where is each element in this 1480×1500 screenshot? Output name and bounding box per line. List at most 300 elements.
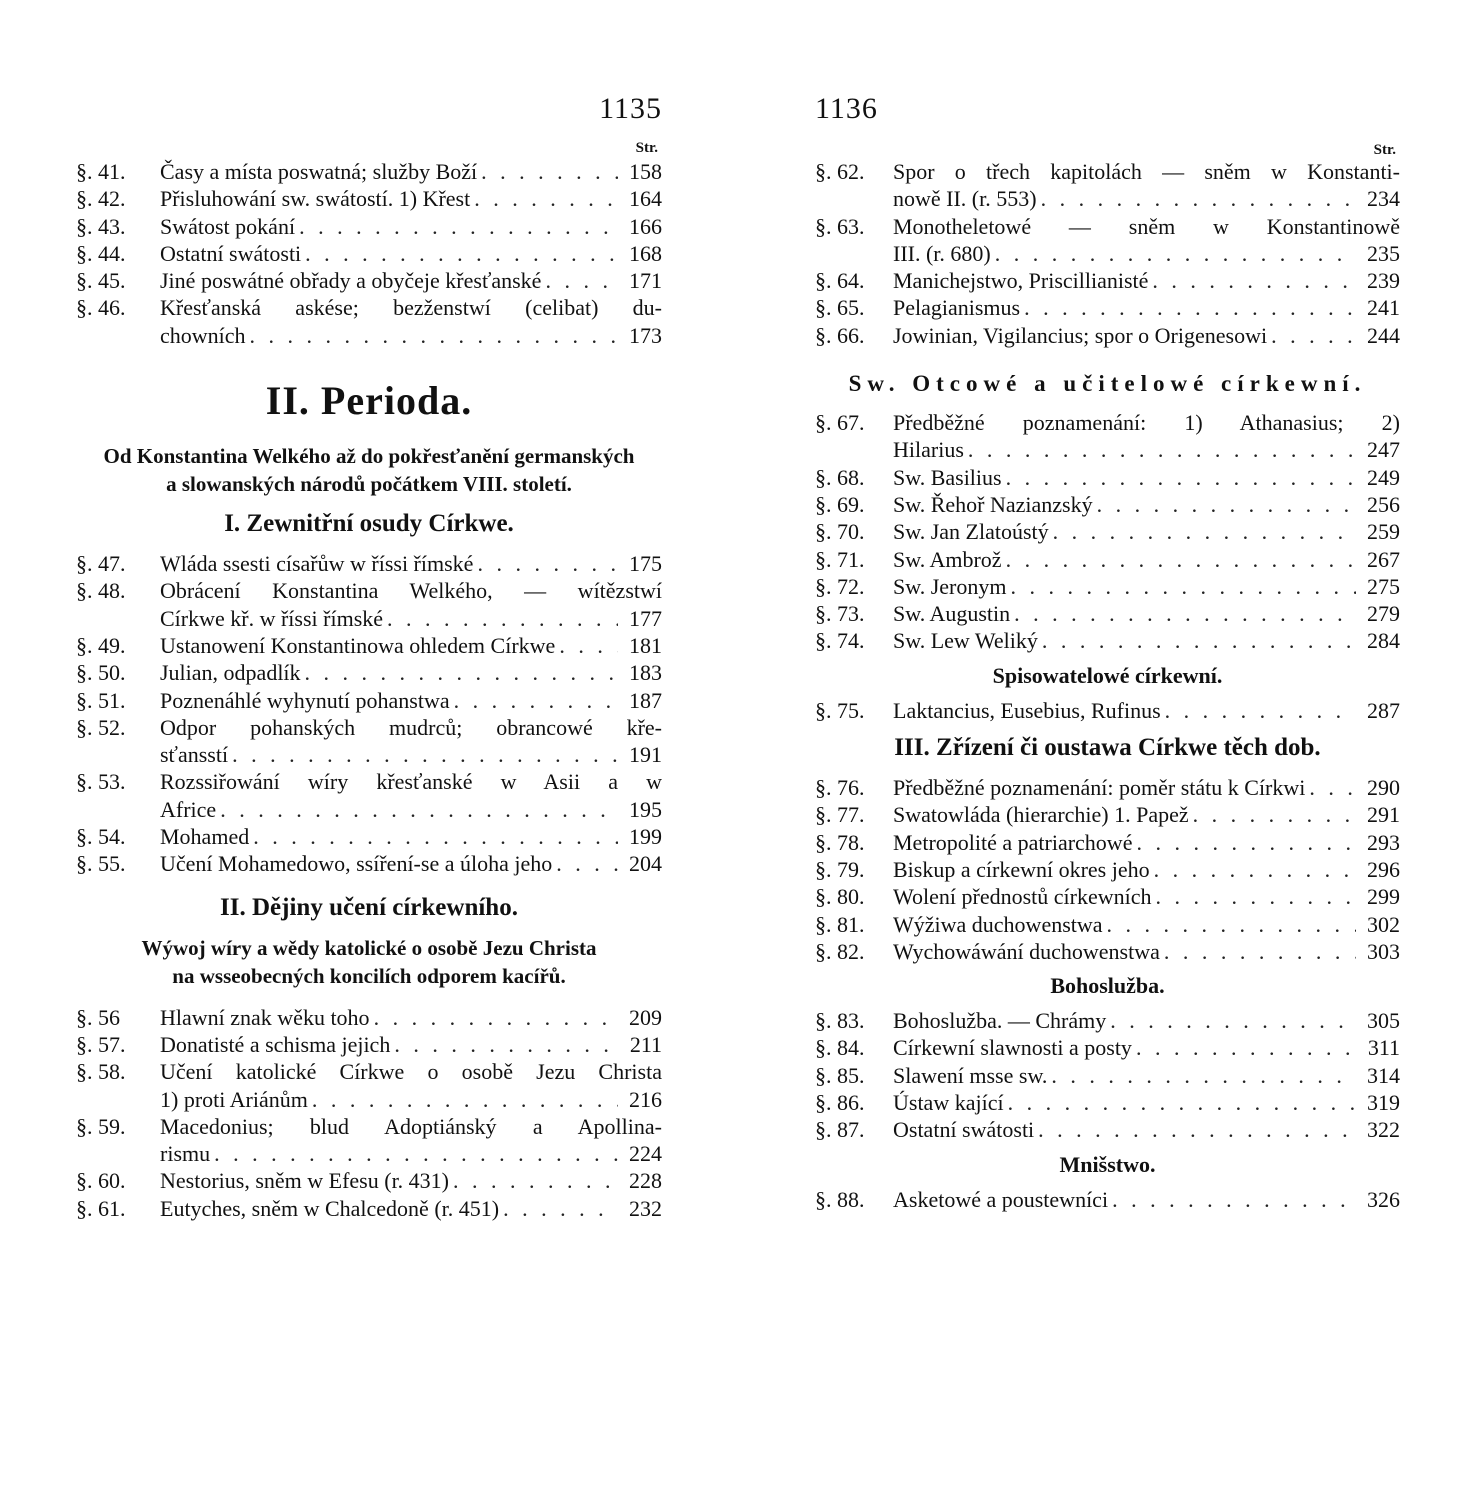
toc-entry [815,213,1400,268]
subtitle-line: a slowanských národů počátkem VIII. století. [166,472,572,497]
entry-line [893,627,1400,654]
toc-list [815,409,1400,655]
toc-entry [815,801,1400,828]
entry-line [160,1195,662,1222]
entry-text [160,240,662,267]
period-title: II. Perioda. [265,378,473,424]
entry-title: Jowinian, Vigilancius; spor o Origenesowi [893,322,1268,348]
page-reference: 173 [629,322,662,348]
section-number: §. 59. [76,1113,126,1139]
page-reference: 256 [1367,491,1400,517]
leader-dots [1037,185,1356,212]
toc-entry [815,600,1400,627]
page-reference: 287 [1367,697,1400,723]
entry-text [160,714,662,769]
leader-dots [1150,856,1356,883]
section-number: §. 43. [76,213,126,239]
toc-entry [815,774,1400,801]
section-number: §. 44. [76,240,126,266]
leader-dots [295,213,618,240]
section-number: §. 45. [76,268,126,294]
leader-dots [1267,322,1356,349]
entry-text [160,185,662,212]
leader-dots [555,632,618,659]
entry-title: Církwe kř. w říssi římské [160,605,384,631]
section-number: §. 50. [76,660,126,686]
page-reference: 299 [1367,884,1400,910]
section-number: §. 46. [76,295,126,321]
toc-entry [76,1195,662,1222]
entry-title: Julian, odpadlík [160,660,301,686]
entry-line [160,768,662,795]
entry-text [160,1031,662,1058]
entry-line [160,741,662,768]
entry-title: sťansstí [160,742,229,768]
entry-title: Mohamed [160,824,250,850]
page-reference: 322 [1367,1117,1400,1143]
leader-dots [301,240,618,267]
entry-line [893,518,1400,545]
toc-entry [815,911,1400,938]
toc-entry [76,1167,662,1194]
entry-text [893,801,1400,828]
entry-title: Metropolité a patriarchowé [893,829,1133,855]
toc-content [76,158,662,1222]
page-column-label: Str. [1373,142,1396,158]
toc-entry [76,1004,662,1031]
entry-text [160,1113,662,1168]
entry-text [893,158,1400,213]
entry-title: Obrácení Konstantina Welkého, — wítězstwí [160,578,662,604]
section-number: §. 69. [815,491,865,517]
toc-entry [76,294,662,349]
entry-text [893,464,1400,491]
page-reference: 249 [1367,464,1400,490]
leader-dots [246,322,618,349]
page-reference: 296 [1367,856,1400,882]
entry-line [893,774,1400,801]
toc-list [815,158,1400,349]
entry-line [893,1034,1400,1061]
toc-entry [76,768,662,823]
section-number: §. 86. [815,1090,865,1116]
toc-entry [76,687,662,714]
page-reference: 319 [1367,1090,1400,1116]
entry-title: Sw. Jeronym [893,573,1007,599]
section-number: §. 84. [815,1035,865,1061]
entry-line [893,1186,1400,1213]
page-reference: 158 [629,159,662,184]
entry-text [893,1007,1400,1034]
entry-text [893,213,1400,268]
entry-title: III. (r. 680) [893,240,991,266]
section-number: §. 82. [815,938,865,964]
entry-line [160,577,662,604]
page-reference: 216 [629,1086,662,1112]
leader-dots [390,1031,618,1058]
entry-title: Biskup a církewní okres jeho [893,856,1150,882]
period-subtitle [76,442,662,498]
section-number: §. 55. [76,851,126,877]
toc-list [76,550,662,878]
leader-dots [470,185,618,212]
toc-content [815,158,1400,1213]
entry-text [160,1058,662,1113]
toc-entry [815,322,1400,349]
entry-line [893,267,1400,294]
leader-dots [1189,801,1356,828]
leader-dots [1152,883,1357,910]
page-reference: 183 [629,660,662,686]
leader-dots [964,436,1356,463]
section-title: II. Dějiny učení církewního. [220,893,518,921]
toc-list [815,697,1400,724]
entry-title: Ustanowení Konstantinowa ohledem Církwe [160,632,556,658]
page-reference: 164 [629,186,662,212]
page-reference: 314 [1367,1062,1400,1088]
page-number: 1135 [599,92,662,125]
entry-title: Manichejstwo, Priscillianisté [893,268,1149,294]
leader-dots [216,796,618,823]
entry-line [160,240,662,267]
entry-line [160,687,662,714]
entry-text [893,409,1400,464]
toc-entry [76,158,662,185]
page-reference: 239 [1367,268,1400,294]
page-reference: 204 [629,851,662,877]
entry-title: Učení Mohamedowo, ssíření-se a úloha jeho [160,851,553,877]
entry-line [160,659,662,686]
page-reference: 311 [1367,1035,1400,1061]
page-reference: 241 [1367,295,1400,321]
toc-entry [76,577,662,632]
toc-entry [815,491,1400,518]
toc-entry [815,938,1400,965]
leader-dots [450,687,618,714]
section-number: §. 41. [76,159,126,184]
section-number: §. 48. [76,578,126,604]
entry-title: Sw. Jan Zlatoústý [893,519,1049,545]
section-number: §. 88. [815,1186,865,1212]
entry-line [893,464,1400,491]
entry-line [893,436,1400,463]
entry-text [160,213,662,240]
page-reference: 275 [1367,573,1400,599]
toc-entry [815,627,1400,654]
toc-entry [815,573,1400,600]
page-reference: 291 [1367,802,1400,828]
section-number: §. 76. [815,775,865,801]
entry-text [160,632,662,659]
section-number: §. 78. [815,829,865,855]
leader-dots [473,550,618,577]
page-reference: 181 [629,632,662,658]
section-number: §. 71. [815,546,865,572]
entry-line [893,1116,1400,1143]
entry-title: 1) proti Ariánům [160,1086,308,1112]
entry-line [893,1062,1400,1089]
entry-text [160,550,662,577]
section-title: Mnišstwo. [1059,1151,1156,1177]
entry-text [893,573,1400,600]
leader-dots [991,240,1356,267]
entry-title: Pelagianismus [893,295,1021,321]
toc-entry [76,1113,662,1168]
page-reference: 199 [629,824,662,850]
section-number: §. 73. [815,601,865,627]
entry-title: Hlawní znak wěku toho [160,1004,370,1030]
section-number: §. 61. [76,1195,126,1221]
entry-title: Sw. Řehoř Nazianzský [893,491,1093,517]
entry-title: Wolení přednostů církewních [893,884,1152,910]
toc-entry [76,550,662,577]
entry-line [160,1167,662,1194]
leader-dots [1148,267,1356,294]
leader-dots [308,1086,618,1113]
toc-entry [815,267,1400,294]
subtitle-line: Wýwoj wíry a wědy katolické o osobě Jezu Christa [141,935,597,960]
leader-dots [1020,294,1356,321]
section-number: §. 47. [76,551,126,577]
entry-text [893,697,1400,724]
entry-line [893,573,1400,600]
entry-line [893,600,1400,627]
leader-dots [1132,829,1356,856]
leader-dots [1038,627,1356,654]
entry-text [160,1004,662,1031]
toc-entry [815,1089,1400,1116]
page-reference: 171 [629,268,662,294]
leader-dots [1047,1062,1356,1089]
entry-text [160,659,662,686]
entry-line [160,213,662,240]
toc-entry [815,294,1400,321]
section-number: §. 80. [815,884,865,910]
page-reference: 290 [1367,775,1400,801]
entry-title: Sw. Basilius [893,464,1002,490]
entry-line [160,322,662,349]
section-title: III. Zřízení či oustawa Církwe těch dob. [894,734,1321,762]
section-number: §. 67. [815,410,865,436]
toc-entry [76,659,662,686]
entry-title: nowě II. (r. 553) [893,186,1037,212]
toc-entry [815,546,1400,573]
leader-dots [210,1140,618,1167]
entry-title: Sw. Lew Weliký [893,628,1038,654]
leader-dots [1034,1116,1356,1143]
page-reference: 232 [629,1195,662,1221]
toc-entry [76,1058,662,1113]
toc-entry [815,829,1400,856]
entry-line [160,185,662,212]
leader-dots [1305,774,1356,801]
entry-line [160,1113,662,1140]
section-number: §. 87. [815,1117,865,1143]
toc-entry [815,1062,1400,1089]
entry-line [160,632,662,659]
page-reference: 187 [629,687,662,713]
entry-text [160,1167,662,1194]
entry-title: Rozssiřowání wíry křesťanské w Asii a w [160,769,662,795]
entry-text [160,158,662,185]
leader-dots [370,1004,618,1031]
entry-title: Hilarius [893,437,964,463]
leader-dots [449,1167,618,1194]
entry-text [160,1195,662,1222]
section-number: §. 42. [76,186,126,212]
entry-line [160,1004,662,1031]
leader-dots [1108,1186,1356,1213]
leader-dots [477,158,618,185]
page-reference: 224 [629,1141,662,1167]
leader-dots [1010,600,1356,627]
leader-dots [552,850,618,877]
section-number: §. 65. [815,295,865,321]
entry-line [893,322,1400,349]
toc-entry [76,632,662,659]
entry-line [893,883,1400,910]
page-reference: 305 [1367,1008,1400,1034]
section-number: §. 72. [815,573,865,599]
page-reference: 326 [1367,1186,1400,1212]
page-column-label: Str. [635,140,658,156]
entry-title: Sw. Augustin [893,601,1011,627]
toc-list [815,1186,1400,1213]
leader-dots [541,267,618,294]
section-number: §. 51. [76,687,126,713]
entry-title: Ústaw kající [893,1090,1004,1116]
entry-line [893,491,1400,518]
page-reference: 175 [629,551,662,577]
page-reference: 259 [1367,519,1400,545]
leader-dots [301,659,618,686]
section-number: §. 83. [815,1008,865,1034]
entry-text [893,600,1400,627]
entry-text [160,768,662,823]
section-number: §. 54. [76,824,126,850]
entry-line [160,158,662,185]
page-reference: 195 [629,796,662,822]
entry-line [160,550,662,577]
toc-entry [815,158,1400,213]
entry-line [160,796,662,823]
entry-title: Křesťanská askése; bezženstwí (celibat) du- [160,295,662,321]
page-reference: 191 [629,742,662,768]
page-reference: 235 [1367,240,1400,266]
entry-title: Eutyches, sněm w Chalcedoně (r. 451) [160,1195,500,1221]
section-number: §. 63. [815,213,865,239]
leader-dots [1004,1089,1356,1116]
leader-dots [383,605,618,632]
section-number: §. 85. [815,1062,865,1088]
entry-title: Předběžné poznamenání: poměr státu k Církwi [893,775,1306,801]
entry-line [160,1140,662,1167]
page-reference: 284 [1367,628,1400,654]
toc-entry [815,697,1400,724]
entry-text [893,1186,1400,1213]
entry-title: Wychowáwání duchowenstwa [893,938,1160,964]
entry-text [160,687,662,714]
entry-text [893,829,1400,856]
entry-title: Monotheletowé — sněm w Konstantinowě [893,213,1400,239]
entry-title: rismu [160,1141,211,1167]
toc-entry [76,823,662,850]
leader-dots [499,1195,618,1222]
leader-dots [249,823,618,850]
leader-dots [1002,546,1356,573]
entry-line [160,1058,662,1085]
entry-line [160,267,662,294]
entry-text [893,774,1400,801]
section-title: Spisowatelowé církewní. [992,662,1223,688]
toc-entry [815,518,1400,545]
entry-title: Předběžné poznamenání: 1) Athanasius; 2) [893,410,1400,436]
section-number: §. 70. [815,519,865,545]
section-number: §. 75. [815,697,865,723]
section-title: Sw. Otcowé a učitelowé církewní. [848,371,1367,397]
page-reference: 302 [1367,911,1400,937]
page-reference: 177 [629,605,662,631]
entry-text [893,856,1400,883]
entry-text [893,911,1400,938]
entry-title: Asketowé a poustewníci [893,1186,1109,1212]
section-number: §. 52. [76,714,126,740]
toc-list [815,774,1400,965]
entry-title: Macedonius; blud Adoptiánský a Apollina- [160,1113,662,1139]
entry-text [893,1062,1400,1089]
entry-line [893,185,1400,212]
section-number: §. 62. [815,159,865,184]
page-reference: 267 [1367,546,1400,572]
entry-title: Spor o třech kapitolách — sněm w Konstanti- [893,159,1400,184]
toc-entry [815,464,1400,491]
section-title: Bohoslužba. [1050,973,1165,999]
entry-line [893,697,1400,724]
toc-entry [815,409,1400,464]
entry-line [160,294,662,321]
page-reference: 234 [1367,186,1400,212]
section-number: §. 64. [815,268,865,294]
page-reference: 279 [1367,601,1400,627]
entry-title: Církewní slawnosti a posty [893,1035,1132,1061]
section-number: §. 77. [815,802,865,828]
entry-line [893,856,1400,883]
entry-line [160,1031,662,1058]
section-number: §. 53. [76,769,126,795]
entry-text [160,577,662,632]
entry-title: Ostatní swátosti [160,240,302,266]
section-number: §. 81. [815,911,865,937]
page-reference: 166 [629,213,662,239]
entry-text [893,883,1400,910]
page-reference: 228 [629,1168,662,1194]
toc-entry [815,883,1400,910]
entry-text [160,850,662,877]
entry-text [160,267,662,294]
section-number: §. 74. [815,628,865,654]
leader-dots [1093,491,1356,518]
toc-entry [76,213,662,240]
entry-text [893,1089,1400,1116]
page-reference: 303 [1367,938,1400,964]
entry-title: Africe [160,796,217,822]
entry-text [893,518,1400,545]
toc-entry [815,856,1400,883]
entry-title: Učení katolické Církwe o osobě Jezu Christa [160,1059,662,1085]
entry-line [160,714,662,741]
leader-dots [1132,1034,1356,1061]
section-subtitle [76,934,662,990]
